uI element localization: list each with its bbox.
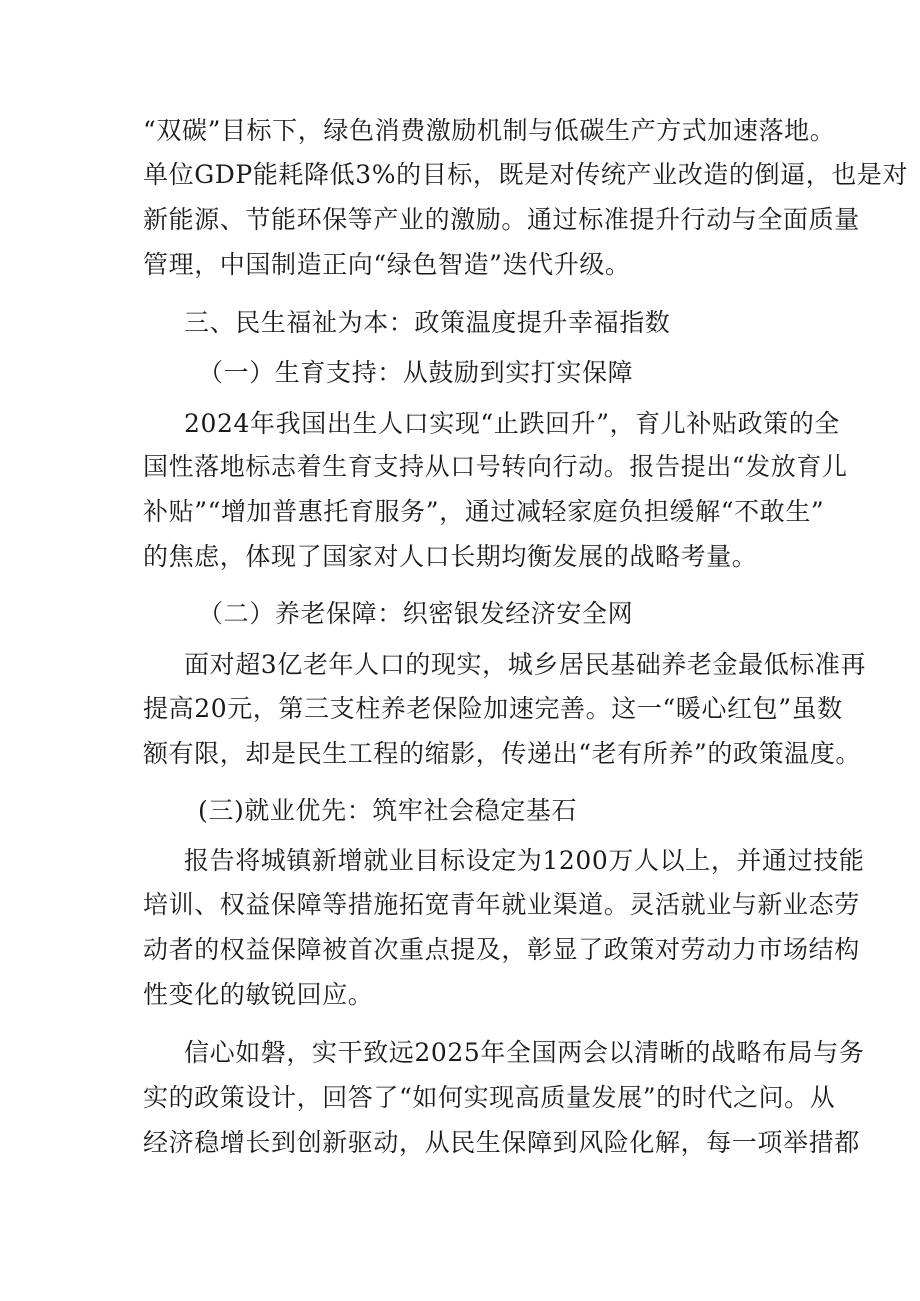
paragraph-line: 管理，中国制造正向“绿色智造”迭代升级。 bbox=[143, 250, 631, 279]
subheading: （二）养老保障：织密银发经济安全网 bbox=[198, 599, 634, 628]
paragraph-line: 2024年我国出生人口实现“止跌回升”，育儿补贴政策的全 bbox=[184, 409, 840, 438]
paragraph-line: 动者的权益保障被首次重点提及，彰显了政策对劳动力市场结构 bbox=[143, 935, 860, 964]
paragraph-line: 单位GDP能耗降低3%的目标，既是对传统产业改造的倒逼，也是对 bbox=[143, 160, 909, 189]
paragraph-line: 提高20元，第三支柱养老保险加速完善。这一“暖心红包”虽数 bbox=[143, 694, 843, 723]
paragraph-line: 报告将城镇新增就业目标设定为1200万人以上，并通过技能 bbox=[184, 846, 865, 875]
subheading: (三)就业优先：筑牢社会稳定基石 bbox=[198, 796, 578, 825]
paragraph-line: 实的政策设计，回答了“如何实现高质量发展”的时代之问。从 bbox=[143, 1083, 836, 1112]
paragraph-line: 新能源、节能环保等产业的激励。通过标准提升行动与全面质量 bbox=[143, 205, 860, 234]
section-heading: 三、民生福祉为本：政策温度提升幸福指数 bbox=[184, 308, 671, 337]
paragraph-line: “双碳”目标下，绿色消费激励机制与低碳生产方式加速落地。 bbox=[143, 116, 836, 145]
paragraph-line: 面对超3亿老年人口的现实，城乡居民基础养老金最低标准再 bbox=[184, 650, 867, 679]
paragraph-line: 培训、权益保障等措施拓宽青年就业渠道。灵活就业与新业态劳 bbox=[143, 890, 860, 919]
subheading: （一）生育支持：从鼓励到实打实保障 bbox=[198, 358, 634, 387]
paragraph-line: 性变化的敏锐回应。 bbox=[143, 980, 374, 1009]
paragraph-line: 补贴”“增加普惠托育服务”，通过减轻家庭负担缓解“不敢生” bbox=[143, 497, 825, 526]
paragraph-line: 经济稳增长到创新驱动，从民生保障到风险化解，每一项举措都 bbox=[143, 1128, 860, 1157]
paragraph-line: 国性落地标志着生育支持从口号转向行动。报告提出“发放育儿 bbox=[143, 452, 848, 481]
paragraph-line: 额有限，却是民生工程的缩影，传递出“老有所养”的政策温度。 bbox=[143, 739, 861, 768]
paragraph-line: 的焦虑，体现了国家对人口长期均衡发展的战略考量。 bbox=[143, 542, 758, 571]
paragraph-line: 信心如磐，实干致远2025年全国两会以清晰的战略布局与务 bbox=[184, 1038, 865, 1067]
